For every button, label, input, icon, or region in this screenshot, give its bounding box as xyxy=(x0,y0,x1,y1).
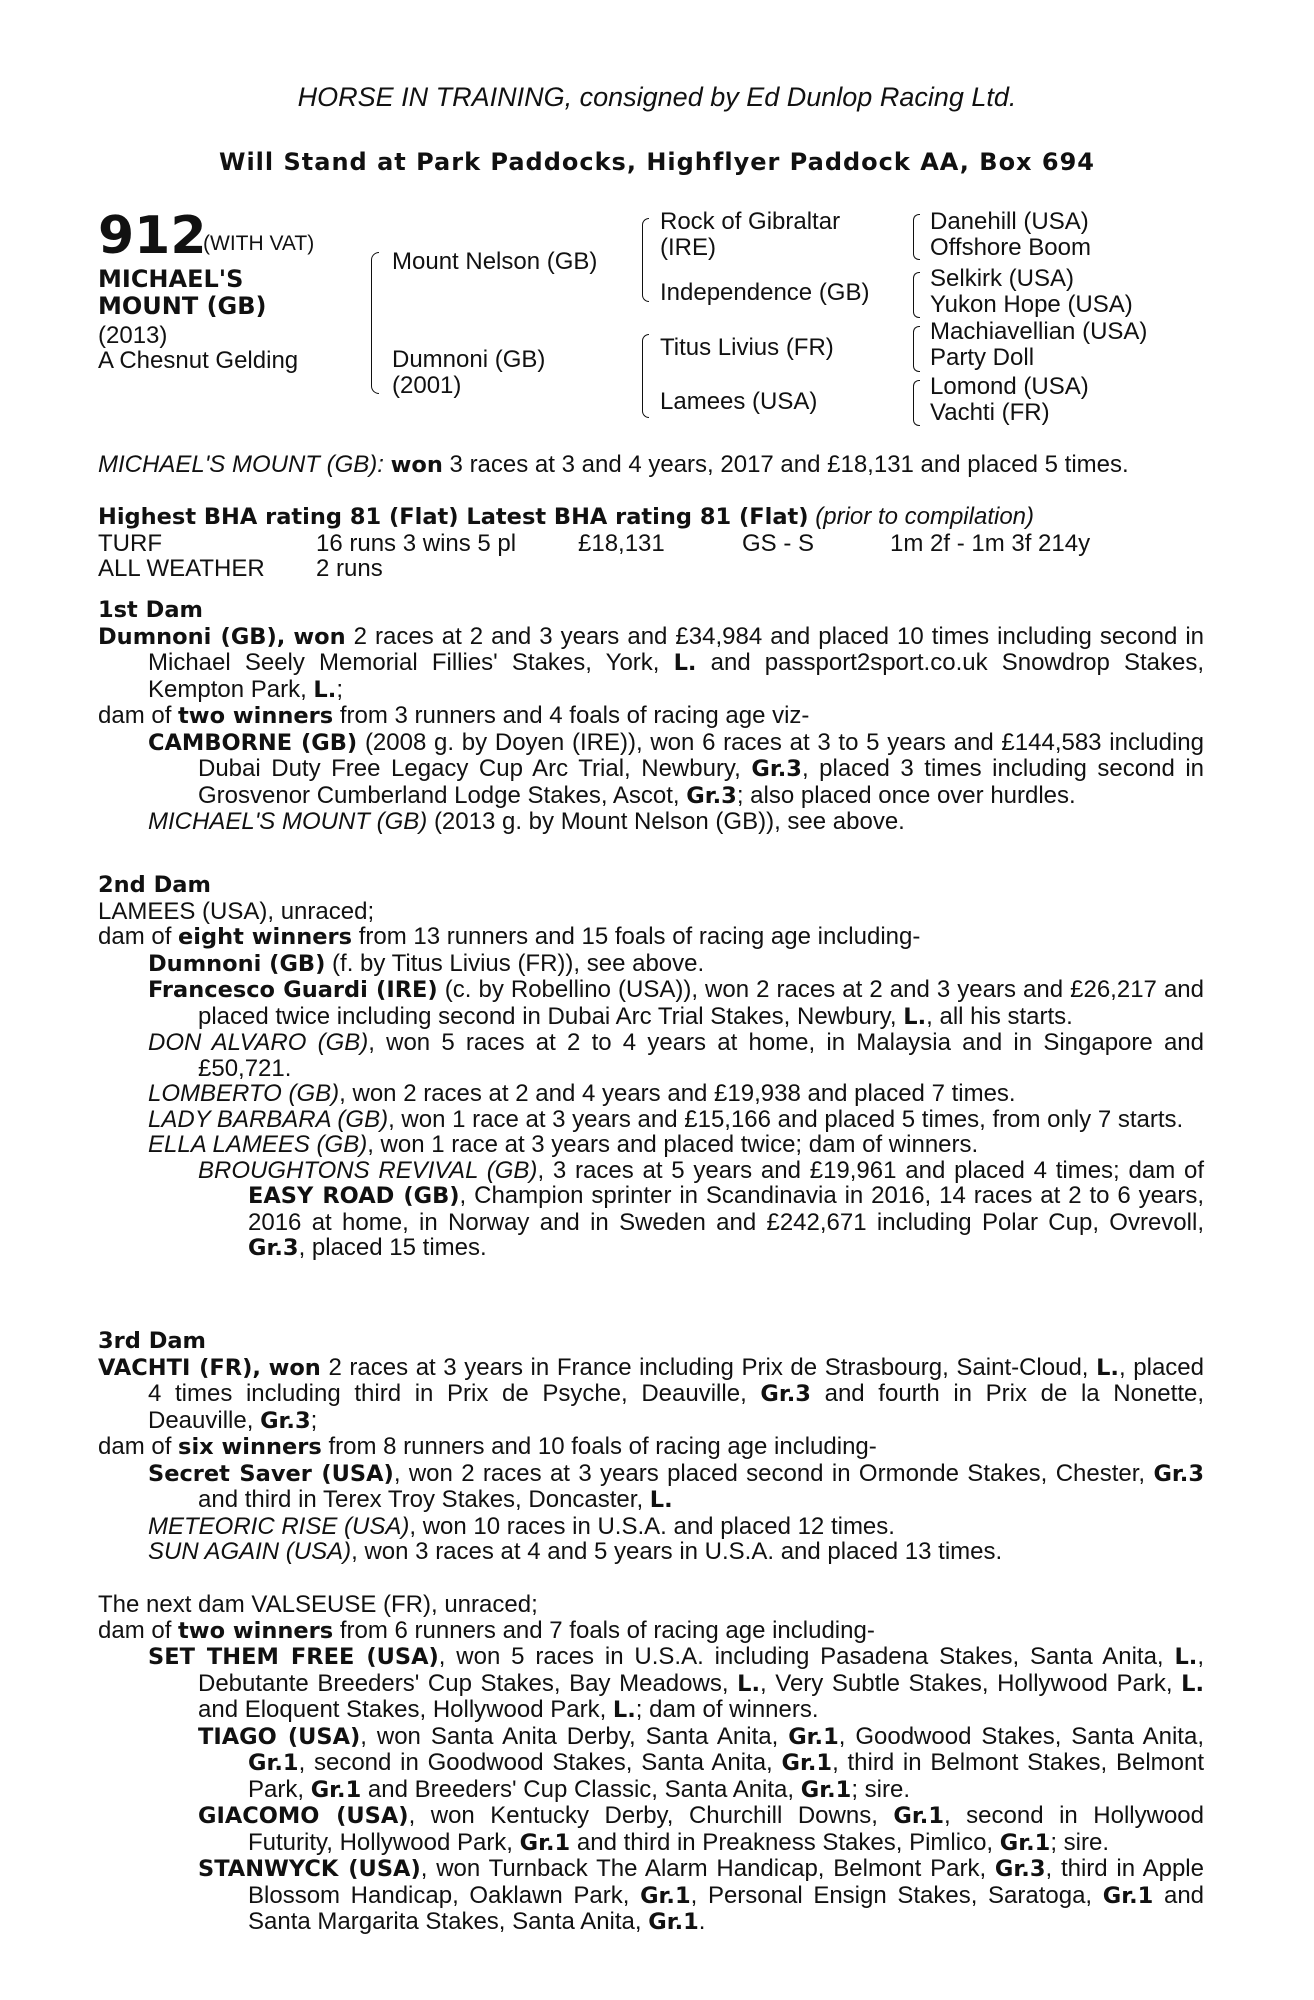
pedigree-brace-3 xyxy=(642,334,649,418)
summary-won: won xyxy=(390,452,443,478)
second-dam-heading: 2nd Dam xyxy=(98,872,211,898)
pedigree-ddd: Vachti (FR) xyxy=(930,399,1050,426)
horse-description: A Chesnut Gelding xyxy=(98,347,299,374)
next-dam-grandproduce-1: TIAGO (USA), won Santa Anita Derby, Santa Anita, Gr.1, Goodwood Stakes, Santa Anita, Gr.1, second in Goodwood Stakes, Santa Anita, Gr.1, third in Belmont Stakes, Belmont Park, Gr.1 and Breeders' Cup Classic, Santa Anita, Gr.1; sire. xyxy=(198,1722,1205,1803)
summary-horse: MICHAEL'S MOUNT (GB) xyxy=(98,451,378,478)
aw-label: ALL WEATHER xyxy=(98,555,265,582)
lot-number: 912 xyxy=(98,206,207,266)
next-dam-produce-1: SET THEM FREE (USA), won 5 races in U.S.A. including Pasadena Stakes, Santa Anita, L., Debutante Breeders' Cup Stakes, Bay Meadows, L., Very Subtle Stakes, Hollywood Park, L. and Eloquent Stakes, Hollywood Park, L.; dam of winners. xyxy=(148,1643,1205,1723)
next-dam-grandproduce-3: STANWYCK (USA), won Turnback The Alarm Handicap, Belmont Park, Gr.3, third in Apple Blossom Handicap, Oaklawn Park, Gr.1, Personal Ensign Stakes, Saratoga, Gr.1 and Santa Margarita Stakes, Santa Anita, Gr.1. xyxy=(198,1855,1205,1935)
third-dam-heading: 3rd Dam xyxy=(98,1328,206,1354)
pedigree-dds: Lomond (USA) xyxy=(930,373,1089,400)
race-summary: MICHAEL'S MOUNT (GB): won 3 races at 3 and 4 years, 2017 and £18,131 and placed 5 times. xyxy=(98,451,1129,478)
next-dam-produce-intro: dam of two winners from 6 runners and 7 foals of racing age including- xyxy=(98,1616,875,1644)
bha-rating-note: (prior to compilation) xyxy=(815,503,1035,530)
pedigree-brace-4 xyxy=(913,214,920,260)
ratings-block xyxy=(98,504,1204,582)
second-dam-produce-3: DON ALVARO (GB), won 5 races at 2 to 4 years at home, in Malaysia and in Singapore and £50,721. xyxy=(148,1029,1204,1082)
next-dam-section xyxy=(98,1592,1204,1936)
pedigree-dsd: Party Doll xyxy=(930,344,1035,371)
turf-label: TURF xyxy=(98,529,162,557)
turf-distance: 1m 2f - 1m 3f 214y xyxy=(890,529,1091,557)
horse-name-line2: MOUNT (GB) xyxy=(98,292,267,320)
second-dam-produce-1: Dumnoni (GB) (f. by Titus Livius (FR)), see above. xyxy=(148,949,705,977)
pedigree-sire-sire-country: (IRE) xyxy=(660,234,716,261)
second-dam-produce-4: LOMBERTO (GB), won 2 races at 2 and 4 years and £19,938 and placed 7 times. xyxy=(148,1080,1016,1107)
summary-text: 3 races at 3 and 4 years, 2017 and £18,131 and placed 5 times. xyxy=(449,451,1129,478)
next-dam-intro: The next dam VALSEUSE (FR), unraced; xyxy=(98,1591,538,1618)
pedigree-sds: Selkirk (USA) xyxy=(930,265,1075,292)
horse-name-line1: MICHAEL'S xyxy=(98,265,244,293)
turf-money: £18,131 xyxy=(578,529,665,557)
second-dam-produce-7: BROUGHTONS REVIVAL (GB), 3 races at 5 years and £19,961 and placed 4 times; dam of EASY ROAD (GB), Champion sprinter in Scandinavia in 2016, 14 races at 2 to 6 years, 2016 at home, in Norway and in Sweden and £242,671 including Polar Cup, Ovrevoll, Gr.3, placed 15 times. xyxy=(198,1156,1204,1261)
all-weather-record xyxy=(98,556,1204,582)
pedigree-dam: Dumnoni (GB) xyxy=(392,346,546,373)
second-dam-produce-6: ELLA LAMEES (GB), won 1 race at 3 years and placed twice; dam of winners. xyxy=(148,1131,979,1158)
pedigree-sire-sire: Rock of Gibraltar xyxy=(660,208,841,235)
horse-name xyxy=(98,266,338,320)
first-dam-section xyxy=(98,598,1204,835)
turf-runs: 16 runs 3 wins 5 pl xyxy=(316,529,517,557)
horse-year: (2013) xyxy=(98,322,168,349)
third-dam-produce-1: Secret Saver (USA), won 2 races at 3 years placed second in Ormonde Stakes, Chester, Gr.3 and third in Terex Troy Stakes, Doncaster, L. xyxy=(148,1459,1205,1513)
pedigree-brace-6 xyxy=(913,326,920,372)
pedigree-sire-dam: Independence (GB) xyxy=(660,279,870,306)
pedigree-dam-year: (2001) xyxy=(392,372,462,399)
first-dam-record: Dumnoni (GB), won 2 races at 2 and 3 years and £34,984 and placed 10 times including second in Michael Seely Memorial Fillies' Stakes, York, L. and passport2sport.co.uk Snowdrop Stakes, Kempton Park, L.; xyxy=(98,622,1205,703)
first-dam-heading: 1st Dam xyxy=(98,597,203,623)
second-dam-produce-intro: dam of eight winners from 13 runners and 15 foals of racing age including- xyxy=(98,923,921,950)
aw-runs: 2 runs xyxy=(316,555,383,582)
third-dam-produce-2: METEORIC RISE (USA), won 10 races in U.S.A. and placed 12 times. xyxy=(148,1512,895,1540)
pedigree-sss: Danehill (USA) xyxy=(930,208,1089,235)
third-dam-produce-intro: dam of six winners from 8 runners and 10 foals of racing age including- xyxy=(98,1433,877,1460)
first-dam-produce-2: MICHAEL'S MOUNT (GB) (2013 g. by Mount Nelson (GB)), see above. xyxy=(148,808,905,835)
turf-record xyxy=(98,531,1204,557)
pedigree-dss: Machiavellian (USA) xyxy=(930,318,1148,345)
first-dam-produce-intro: dam of two winners from 3 runners and 4 foals of racing age viz- xyxy=(98,702,810,729)
consignor-line: HORSE IN TRAINING, consigned by Ed Dunlop Racing Ltd. xyxy=(297,82,1017,112)
pedigree-ssd: Offshore Boom xyxy=(930,234,1091,261)
pedigree-sdd: Yukon Hope (USA) xyxy=(930,291,1133,318)
next-dam-grandproduce-2: GIACOMO (USA), won Kentucky Derby, Churchill Downs, Gr.1, second in Hollywood Futurity, Hollywood Park, Gr.1 and third in Preakness Stakes, Pimlico, Gr.1; sire. xyxy=(198,1802,1205,1856)
second-dam-intro: LAMEES (USA), unraced; xyxy=(98,897,375,925)
bha-rating-line: Highest BHA rating 81 (Flat) Latest BHA rating 81 (Flat) xyxy=(98,504,809,530)
pedigree-brace-2 xyxy=(642,218,649,302)
third-dam-section xyxy=(98,1329,1204,1565)
third-dam-produce-3: SUN AGAIN (USA), won 3 races at 4 and 5 years in U.S.A. and placed 13 times. xyxy=(148,1538,1003,1565)
location-line: Will Stand at Park Paddocks, Highflyer Paddock AA, Box 694 xyxy=(218,148,1095,176)
first-dam-produce-1: CAMBORNE (GB) (2008 g. by Doyen (IRE)), won 6 races at 3 to 5 years and £144,583 including Dubai Duty Free Legacy Cup Arc Trial, Newbury, Gr.3, placed 3 times including second in Grosvenor Cumberland Lodge Stakes, Ascot, Gr.3; also placed once over hurdles. xyxy=(148,728,1205,809)
third-dam-record: VACHTI (FR), won 2 races at 3 years in France including Prix de Strasbourg, Saint-Cloud, L., placed 4 times including third in Prix de Psyche, Deauville, Gr.3 and fourth in Prix de la Nonette, Deauville, Gr.3; xyxy=(98,1353,1205,1434)
second-dam-section xyxy=(98,873,1204,1262)
second-dam-produce-5: LADY BARBARA (GB), won 1 race at 3 years and £15,166 and placed 5 times, from only 7 starts. xyxy=(148,1105,1184,1133)
pedigree-brace-1 xyxy=(371,252,379,394)
pedigree-sire: Mount Nelson (GB) xyxy=(392,248,598,275)
pedigree-dam-sire: Titus Livius (FR) xyxy=(660,334,834,361)
pedigree-brace-7 xyxy=(913,380,920,426)
pedigree-brace-5 xyxy=(913,272,920,318)
pedigree-dam-dam: Lamees (USA) xyxy=(660,388,818,415)
second-dam-produce-2: Francesco Guardi (IRE) (c. by Robellino (USA)), won 2 races at 2 and 3 years and £26,217 and placed twice including second in Dubai Arc Trial Stakes, Newbury, L., all his starts. xyxy=(148,976,1204,1030)
turf-going: GS - S xyxy=(742,529,815,557)
lot-vat: (WITH VAT) xyxy=(203,232,315,255)
